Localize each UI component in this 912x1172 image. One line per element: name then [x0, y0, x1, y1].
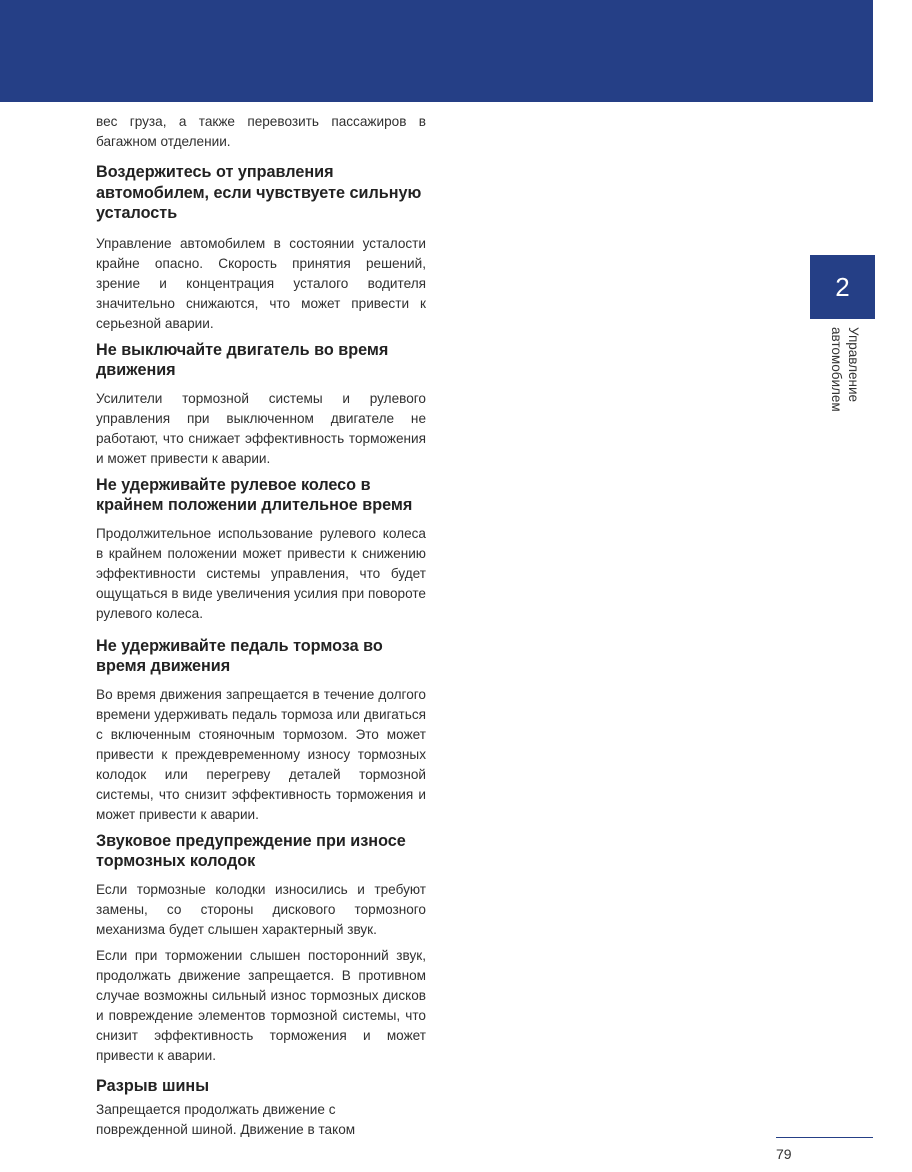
paragraph-tire-rupture: Запрещается продолжать движение с поврежденной шиной. Движение в таком [96, 1102, 356, 1137]
chapter-number-tab[interactable] [810, 255, 875, 319]
paragraph-brake-pedal: Во время движения запрещается в течение долгого времени удерживать педаль тормоза или двигаться с включенным стояночным тормозом. Это может привести к преждевременному износу тормозных колодок или перегреву деталей тормозной системы, что снизит эффективность торможения и может привести к аварии. [96, 686, 426, 822]
paragraph-fatigue: Управление автомобилем в состоянии усталости крайне опасно. Скорость принятия решений, зрение и концентрация усталого водителя значительно снижаются, что может привести к серьезной аварии. [96, 235, 426, 331]
paragraph-intro: вес груза, а также перевозить пассажиров в багажном отделении. [96, 114, 426, 149]
paragraph-brake-pad-wear-2: Если при торможении слышен посторонний звук, продолжать движение запрещается. В противном случае возможны сильный износ тормозных дисков и повреждение элементов тормозной системы, что снизит эффективность торможения и может привести к аварии. [96, 947, 426, 1063]
chapter-label [798, 327, 862, 447]
footer-rule [776, 1137, 873, 1138]
heading-engine-off: Не выключайте двигатель во время движения [96, 340, 389, 379]
chapter-label-text: Управление автомобилем [829, 327, 861, 412]
paragraph-engine-off: Усилители тормозной системы и рулевого управления при выключенном двигателе не работают, что снижает эффективность торможения и может привести к аварии. [96, 390, 426, 466]
chapter-number: 2 [835, 271, 850, 302]
paragraph-brake-pad-wear-1: Если тормозные колодки износились и требуют замены, со стороны дискового тормозного механизма будет слышен характерный звук. [96, 881, 426, 937]
heading-fatigue: Воздержитесь от управления автомобилем, если чувствуете сильную усталость [96, 163, 422, 222]
heading-brake-pedal: Не удерживайте педаль тормоза во время движения [96, 636, 383, 675]
heading-tire-rupture: Разрыв шины [96, 1076, 210, 1095]
text-column [96, 112, 426, 1146]
heading-steering-wheel: Не удерживайте рулевое колесо в крайнем положении длительное время [96, 475, 413, 514]
heading-brake-pad-wear: Звуковое предупреждение при износе тормозных колодок [96, 831, 406, 870]
page-number: 79 [776, 1146, 792, 1162]
header-band [0, 0, 873, 102]
paragraph-steering-wheel: Продолжительное использование рулевого колеса в крайнем положении может привести к снижению эффективности системы управления, что будет ощущаться в виде увеличения усилия при повороте рулевого колеса. [96, 525, 426, 621]
